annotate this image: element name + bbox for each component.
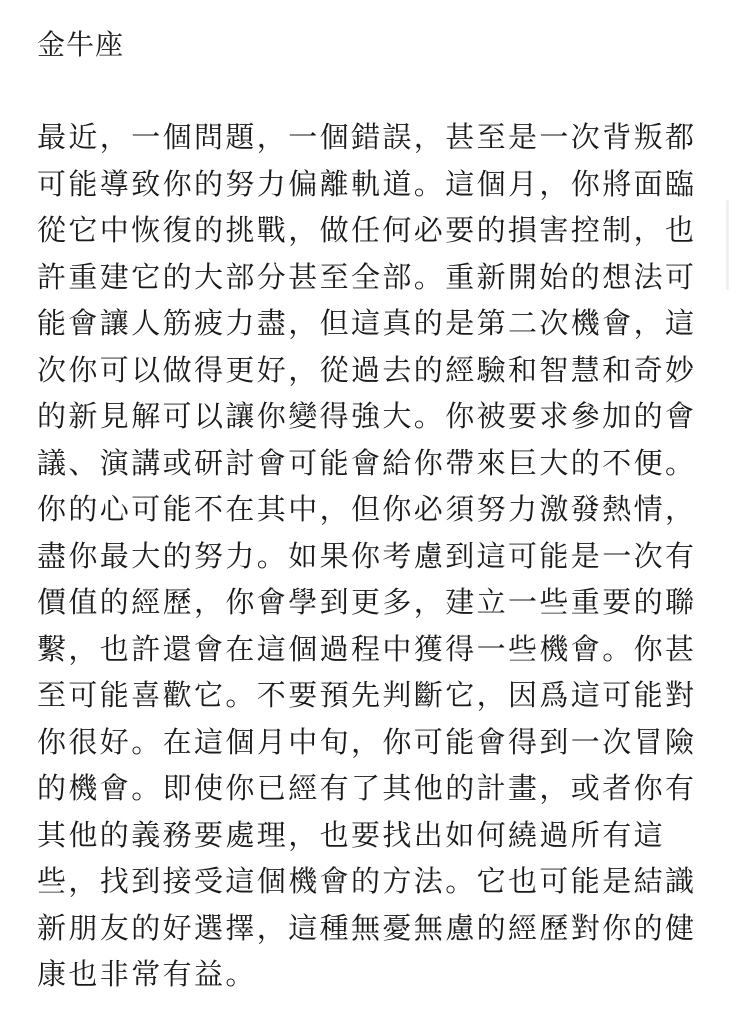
body-line: 價值的經歷，你會學到更多，建立一些重要的聯: [37, 585, 697, 619]
body-line: 從它中恢復的挑戰，做任何必要的損害控制，也: [37, 213, 697, 247]
page-title: 金牛座: [37, 28, 125, 61]
body-line: 康也非常有益。: [37, 957, 257, 991]
body-line: 的機會。即使你已經有了其他的計畫，或者你有: [37, 771, 697, 805]
body-line: 新朋友的好選擇，這種無憂無慮的經歷對你的健: [37, 910, 697, 945]
body-line: 能會讓人筋疲力盡，但這真的是第二次機會，這: [37, 306, 697, 340]
body-line: 的新見解可以讓你變得強大。你被要求參加的會: [37, 399, 697, 433]
body-line: 盡你最大的努力。如果你考慮到這可能是一次有: [37, 538, 697, 573]
body-line: 最近，一個問題，一個錯誤，甚至是一次背叛都: [37, 120, 697, 154]
article-body: [37, 114, 707, 998]
body-line: 繫，也許還會在這個過程中獲得一些機會。你甚: [37, 631, 697, 666]
body-line: 可能導致你的努力偏離軌道。這個月，你將面臨: [37, 166, 697, 201]
scrollbar[interactable]: [726, 200, 729, 290]
body-line: 些，找到接受這個機會的方法。它也可能是結識: [37, 864, 697, 898]
body-line: 至可能喜歡它。不要預先判斷它，因爲這可能對: [37, 678, 697, 712]
body-line: 議、演講或研討會可能會給你帶來巨大的不便。: [37, 445, 697, 480]
body-line: 許重建它的大部分甚至全部。重新開始的想法可: [37, 259, 697, 294]
body-line: 你的心可能不在其中，但你必須努力激發熱情，: [37, 492, 697, 526]
body-line: 其他的義務要處理，也要找出如何繞過所有這: [37, 817, 666, 852]
body-line: 次你可以做得更好，從過去的經驗和智慧和奇妙: [37, 352, 697, 387]
body-line: 你很好。在這個月中旬，你可能會得到一次冒險: [37, 724, 697, 759]
